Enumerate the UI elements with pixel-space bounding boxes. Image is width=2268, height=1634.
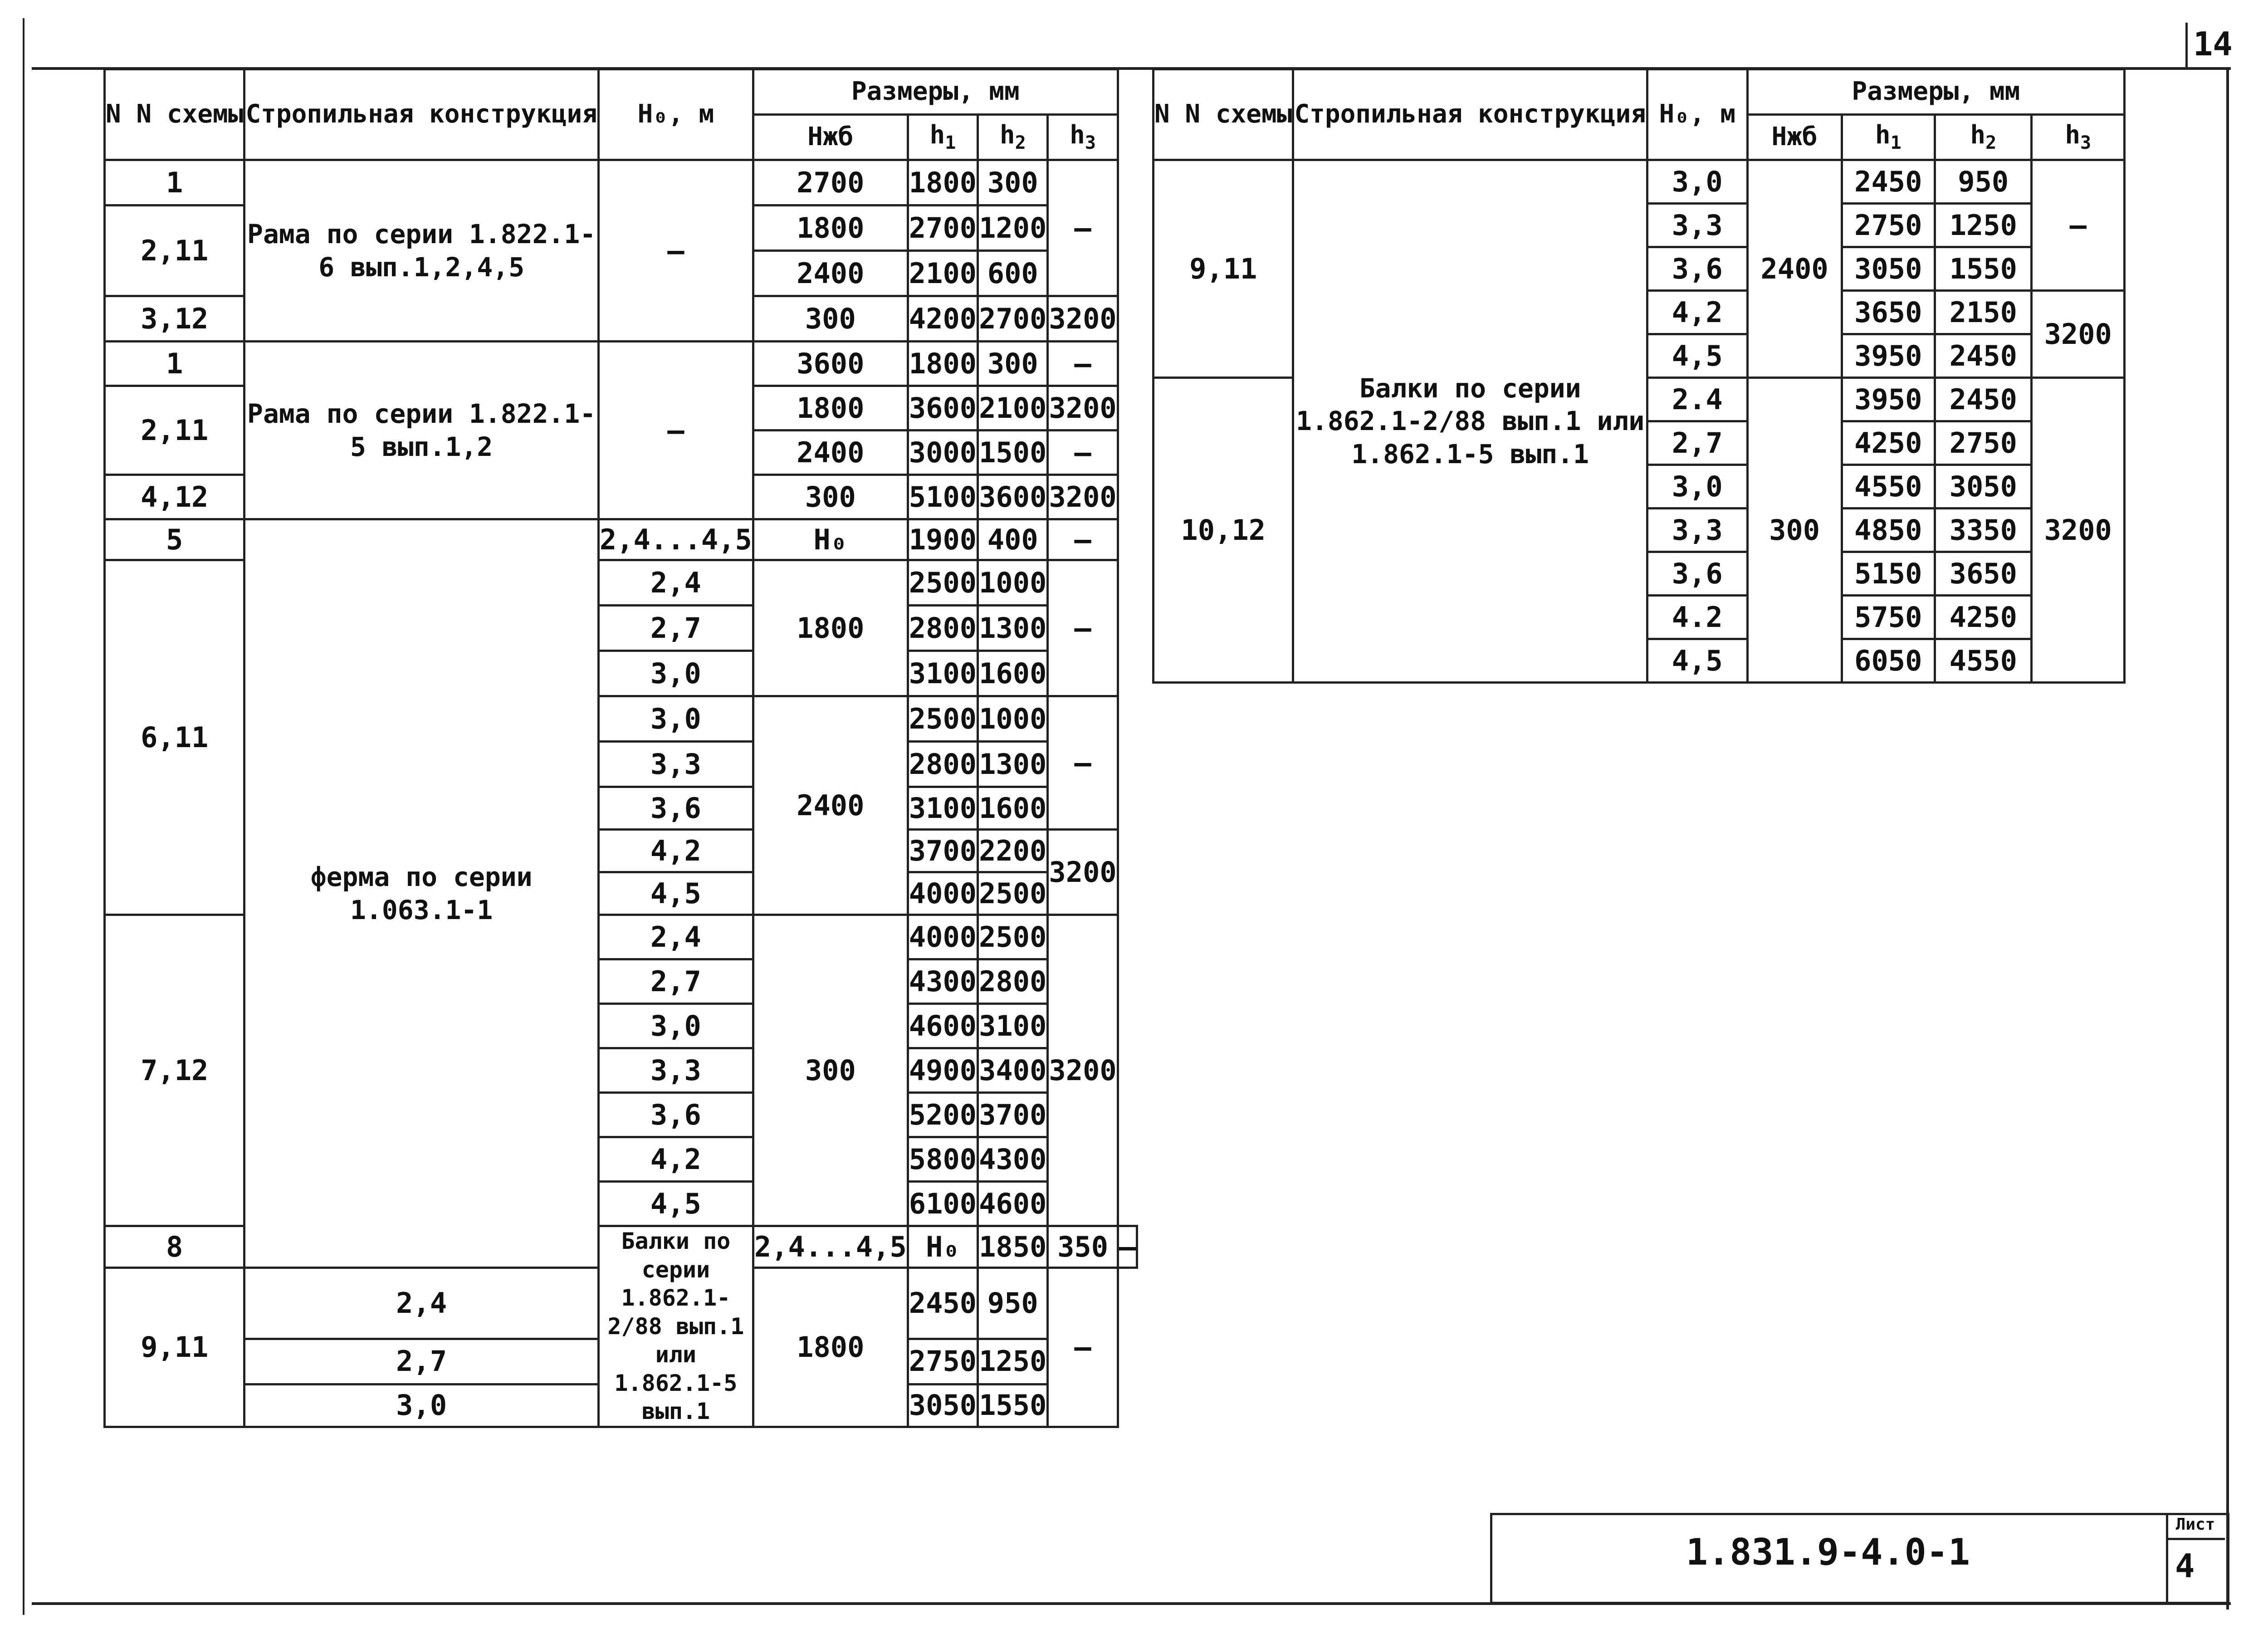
scheme-cell: 6,11 xyxy=(105,560,244,915)
hzhb-cell: Н₀ xyxy=(908,1226,978,1268)
h2-cell: 1000 xyxy=(978,560,1048,606)
h0-cell: 3,3 xyxy=(598,742,753,787)
h2-cell: 1550 xyxy=(978,1384,1048,1427)
scheme-cell: 1 xyxy=(105,342,244,386)
h2-cell: 950 xyxy=(1935,160,2032,204)
right-dimensions-table xyxy=(1152,68,2126,684)
h1-cell: 4850 xyxy=(1842,509,1935,552)
hzhb-cell: 300 xyxy=(753,296,908,342)
frame-right-border xyxy=(2226,67,2229,1610)
h1-cell: 6100 xyxy=(908,1182,978,1226)
hzhb-cell: 300 xyxy=(753,475,908,519)
h3-cell: 3200 xyxy=(1048,915,1118,1226)
h2-cell: 1600 xyxy=(978,651,1048,696)
document-code: 1.831.9-4.0-1 xyxy=(1686,1531,1970,1573)
hzhb-cell: 1800 xyxy=(753,1268,908,1427)
h3-cell: 3200 xyxy=(2032,378,2125,683)
h0-cell: 3,6 xyxy=(1647,552,1747,596)
h2-cell: 2450 xyxy=(1935,378,2032,421)
h2-cell: 2150 xyxy=(1935,291,2032,334)
h2-cell: 400 xyxy=(978,519,1048,560)
h1-cell: 1800 xyxy=(908,342,978,386)
h2-cell: 2500 xyxy=(978,872,1048,915)
header-h3: $h_3$ xyxy=(2032,115,2125,160)
hzhb-cell: 2400 xyxy=(753,251,908,296)
h0-cell: 2,4...4,5 xyxy=(598,519,753,560)
construction-cell: Рама по серии 1.822.1-5 вып.1,2 xyxy=(244,342,598,519)
h1-cell: 5100 xyxy=(908,475,978,519)
h3-cell: — xyxy=(1048,160,1118,296)
h1-cell: 4000 xyxy=(908,915,978,959)
h3-cell: 3200 xyxy=(1048,830,1118,915)
scheme-cell: 5 xyxy=(105,519,244,560)
h0-cell: — xyxy=(598,342,753,519)
h0-cell: 3,6 xyxy=(598,1093,753,1137)
scheme-cell: 9,11 xyxy=(1154,160,1293,378)
title-block xyxy=(1490,1513,2229,1602)
h2-cell: 2800 xyxy=(978,959,1048,1004)
h1-cell: 3050 xyxy=(908,1384,978,1427)
header-h2: $h_2$ xyxy=(978,115,1048,160)
h1-cell: 6050 xyxy=(1842,639,1935,683)
h0-cell: 3,6 xyxy=(598,787,753,830)
h0-cell: 3,0 xyxy=(598,1004,753,1048)
h1-cell: 2500 xyxy=(908,696,978,742)
h1-cell: 2800 xyxy=(908,606,978,651)
h2-cell: 950 xyxy=(978,1268,1048,1339)
scheme-cell: 7,12 xyxy=(105,915,244,1226)
h0-cell: 4.2 xyxy=(1647,596,1747,639)
table-header-row xyxy=(105,69,1137,115)
h0-cell: 2,7 xyxy=(244,1339,598,1384)
table-row xyxy=(105,160,1137,205)
h3-cell: — xyxy=(1048,1268,1118,1427)
header-h0: Н₀, м xyxy=(598,69,753,160)
hzhb-cell: 1800 xyxy=(753,386,908,431)
frame-left-border xyxy=(23,18,24,1615)
h2-cell: 3350 xyxy=(1935,509,2032,552)
h2-cell: 1000 xyxy=(978,696,1048,742)
h2-cell: 2200 xyxy=(978,830,1048,872)
h0-cell: 3,0 xyxy=(1647,160,1747,204)
hzhb-cell: 2700 xyxy=(753,160,908,205)
h3-cell: — xyxy=(1048,342,1118,386)
h0-cell: 3,0 xyxy=(244,1384,598,1427)
scheme-cell: 2,11 xyxy=(105,205,244,296)
h3-cell: 3200 xyxy=(1048,386,1118,431)
table-row xyxy=(105,519,1137,560)
h1-cell: 3950 xyxy=(1842,334,1935,378)
h2-cell: 2100 xyxy=(978,386,1048,431)
h2-cell: 300 xyxy=(978,342,1048,386)
h1-cell: 3000 xyxy=(908,431,978,475)
header-hzhb: Нжб xyxy=(753,115,908,160)
header-dimensions: Размеры, мм xyxy=(1747,69,2124,115)
hzhb-cell: 2400 xyxy=(753,431,908,475)
hzhb-cell: 2400 xyxy=(753,696,908,915)
h1-cell: 3100 xyxy=(908,787,978,830)
h3-cell: — xyxy=(2032,160,2125,291)
sheet-number: 4 xyxy=(2175,1547,2195,1585)
h0-cell: 2,4 xyxy=(244,1268,598,1339)
h2-cell: 1250 xyxy=(978,1339,1048,1384)
h1-cell: 3100 xyxy=(908,651,978,696)
h2-cell: 1200 xyxy=(978,205,1048,251)
h1-cell: 4000 xyxy=(908,872,978,915)
scheme-cell: 8 xyxy=(105,1226,244,1268)
h0-cell: 4,2 xyxy=(598,830,753,872)
h2-cell: 300 xyxy=(978,160,1048,205)
h2-cell: 4550 xyxy=(1935,639,2032,683)
construction-cell: Балки по серии 1.862.1-2/88 вып.1 или 1.862.1-5 вып.1 xyxy=(1293,160,1647,683)
header-construction: Стропильная конструкция xyxy=(244,69,598,160)
header-hzhb: Нжб xyxy=(1747,115,1842,160)
h1-cell: 5150 xyxy=(1842,552,1935,596)
header-h3: $h_3$ xyxy=(1048,115,1118,160)
h1-cell: 1800 xyxy=(908,160,978,205)
sheet-label: Лист xyxy=(2166,1515,2225,1540)
h0-cell: 2,7 xyxy=(1647,421,1747,465)
scheme-cell: 10,12 xyxy=(1154,378,1293,683)
h3-cell: — xyxy=(1048,696,1118,830)
h2-cell: 3700 xyxy=(978,1093,1048,1137)
h1-cell: 4200 xyxy=(908,296,978,342)
h2-cell: 2700 xyxy=(978,296,1048,342)
h3-cell: — xyxy=(1048,519,1118,560)
h1-cell: 2750 xyxy=(908,1339,978,1384)
h0-cell: 2,7 xyxy=(598,959,753,1004)
hzhb-cell: 1800 xyxy=(753,560,908,696)
h3-cell: — xyxy=(1118,1226,1137,1268)
header-h0: Н₀, м xyxy=(1647,69,1747,160)
h1-cell: 2450 xyxy=(1842,160,1935,204)
h0-cell: 2.4 xyxy=(1647,378,1747,421)
header-h2: $h_2$ xyxy=(1935,115,2032,160)
h0-cell: 2,4 xyxy=(598,560,753,606)
header-h1: $h_1$ xyxy=(1842,115,1935,160)
h2-cell: 350 xyxy=(1048,1226,1118,1268)
h0-cell: 4,5 xyxy=(598,1182,753,1226)
h1-cell: 2800 xyxy=(908,742,978,787)
construction-cell: ферма по серии 1.063.1-1 xyxy=(244,519,598,1268)
h1-cell: 2450 xyxy=(908,1268,978,1339)
h2-cell: 1300 xyxy=(978,742,1048,787)
header-dimensions: Размеры, мм xyxy=(753,69,1118,115)
h2-cell: 4600 xyxy=(978,1182,1048,1226)
h0-cell: 3,6 xyxy=(1647,247,1747,291)
h1-cell: 2500 xyxy=(908,560,978,606)
scheme-cell: 2,11 xyxy=(105,386,244,475)
header-scheme-number: N N схемы xyxy=(1154,69,1293,160)
header-construction: Стропильная конструкция xyxy=(1293,69,1647,160)
h2-cell: 3100 xyxy=(978,1004,1048,1048)
h2-cell: 600 xyxy=(978,251,1048,296)
h0-cell: 4,5 xyxy=(1647,334,1747,378)
h1-cell: 4550 xyxy=(1842,465,1935,509)
h1-cell: 4300 xyxy=(908,959,978,1004)
h0-cell: 2,4...4,5 xyxy=(753,1226,908,1268)
hzhb-cell: 1800 xyxy=(753,205,908,251)
h0-cell: 3,3 xyxy=(1647,509,1747,552)
construction-cell: Балки по серии 1.862.1-2/88 вып.1 или 1.862.1-5 вып.1 xyxy=(598,1226,753,1427)
h1-cell: 2750 xyxy=(1842,204,1935,247)
h1-cell: 3950 xyxy=(1842,378,1935,421)
page-number: 14 xyxy=(2193,25,2233,63)
h0-cell: 2,4 xyxy=(598,915,753,959)
h0-cell: 4,2 xyxy=(1647,291,1747,334)
h1-cell: 5750 xyxy=(1842,596,1935,639)
h1-cell: 3650 xyxy=(1842,291,1935,334)
h2-cell: 2750 xyxy=(1935,421,2032,465)
h1-cell: 2700 xyxy=(908,205,978,251)
h2-cell: 3600 xyxy=(978,475,1048,519)
construction-cell: Рама по серии 1.822.1-6 вып.1,2,4,5 xyxy=(244,160,598,342)
h0-cell: 3,0 xyxy=(598,696,753,742)
table-row xyxy=(1154,160,2125,204)
scheme-cell: 3,12 xyxy=(105,296,244,342)
h1-cell: 1900 xyxy=(908,519,978,560)
h3-cell: 3200 xyxy=(1048,296,1118,342)
h0-cell: 4,2 xyxy=(598,1137,753,1182)
h3-cell: 3200 xyxy=(2032,291,2125,378)
h1-cell: 1850 xyxy=(978,1226,1048,1268)
h0-cell: 3,0 xyxy=(1647,465,1747,509)
h2-cell: 3400 xyxy=(978,1048,1048,1093)
hzhb-cell: Н₀ xyxy=(753,519,908,560)
h1-cell: 4250 xyxy=(1842,421,1935,465)
h1-cell: 3050 xyxy=(1842,247,1935,291)
scheme-cell: 1 xyxy=(105,160,244,205)
h0-cell: 4,5 xyxy=(1647,639,1747,683)
h3-cell: — xyxy=(1048,560,1118,696)
h2-cell: 1600 xyxy=(978,787,1048,830)
h2-cell: 3650 xyxy=(1935,552,2032,596)
h1-cell: 4900 xyxy=(908,1048,978,1093)
h1-cell: 5200 xyxy=(908,1093,978,1137)
h2-cell: 2450 xyxy=(1935,334,2032,378)
h0-cell: — xyxy=(598,160,753,342)
h2-cell: 1550 xyxy=(1935,247,2032,291)
h2-cell: 4300 xyxy=(978,1137,1048,1182)
table-row xyxy=(105,342,1137,386)
header-h1: $h_1$ xyxy=(908,115,978,160)
h1-cell: 3700 xyxy=(908,830,978,872)
h2-cell: 1250 xyxy=(1935,204,2032,247)
header-scheme-number: N N схемы xyxy=(105,69,244,160)
h0-cell: 4,5 xyxy=(598,872,753,915)
h2-cell: 3050 xyxy=(1935,465,2032,509)
h2-cell: 4250 xyxy=(1935,596,2032,639)
hzhb-cell: 2400 xyxy=(1747,160,1842,378)
h3-cell: 3200 xyxy=(1048,475,1118,519)
scheme-cell: 4,12 xyxy=(105,475,244,519)
h2-cell: 1300 xyxy=(978,606,1048,651)
h1-cell: 4600 xyxy=(908,1004,978,1048)
h1-cell: 5800 xyxy=(908,1137,978,1182)
hzhb-cell: 300 xyxy=(753,915,908,1226)
hzhb-cell: 3600 xyxy=(753,342,908,386)
h1-cell: 3600 xyxy=(908,386,978,431)
hzhb-cell: 300 xyxy=(1747,378,1842,683)
table-header-row xyxy=(1154,69,2125,115)
h0-cell: 3,0 xyxy=(598,651,753,696)
h2-cell: 1500 xyxy=(978,431,1048,475)
h2-cell: 2500 xyxy=(978,915,1048,959)
h0-cell: 2,7 xyxy=(598,606,753,651)
h0-cell: 3,3 xyxy=(1647,204,1747,247)
h0-cell: 3,3 xyxy=(598,1048,753,1093)
scheme-cell: 9,11 xyxy=(105,1268,244,1427)
left-dimensions-table xyxy=(103,68,1138,1428)
h3-cell: — xyxy=(1048,431,1118,475)
h1-cell: 2100 xyxy=(908,251,978,296)
